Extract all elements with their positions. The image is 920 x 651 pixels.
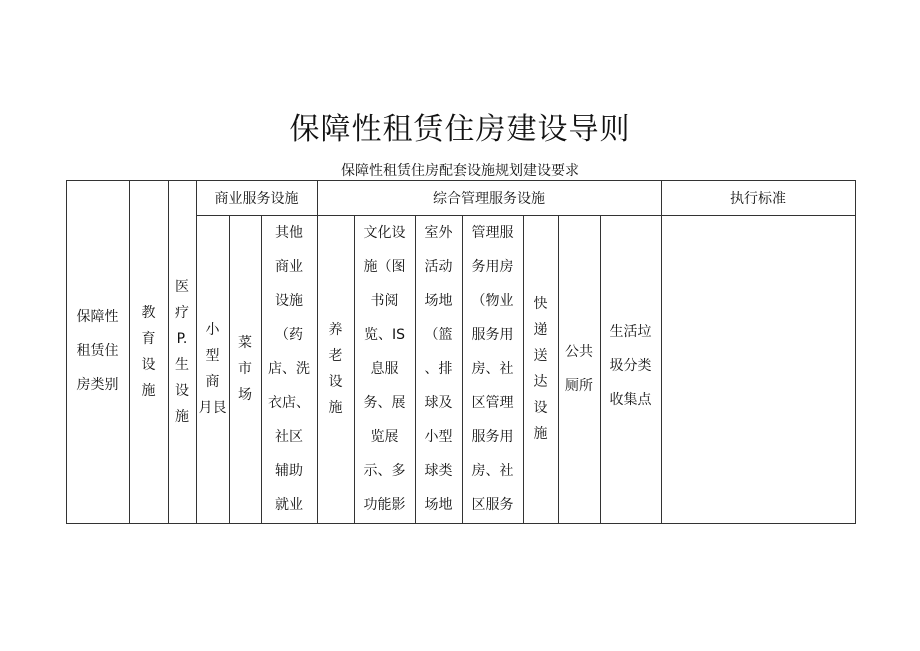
header-text-line: 功能影 <box>363 497 406 513</box>
header-culture <box>354 216 415 522</box>
header-text-line: 施（图 <box>363 259 406 275</box>
header-text-line: 圾分类 <box>609 358 652 374</box>
header-housing-type <box>66 300 129 410</box>
header-text-line: 社区 <box>275 429 303 445</box>
header-text-line: 月艮 <box>198 400 227 416</box>
header-text-line: 房、社 <box>471 463 514 479</box>
header-other-commercial <box>261 216 317 522</box>
header-text-line: 型 <box>205 348 220 364</box>
header-commercial-services: 商业服务设施 <box>214 190 299 207</box>
header-text-line: 区管理 <box>471 395 514 411</box>
header-text-line: 房、社 <box>471 361 514 377</box>
header-text-line: 养 <box>328 322 343 338</box>
header-text-line: 场地 <box>424 293 453 309</box>
header-text-line: （药 <box>275 327 303 343</box>
table-border-right <box>855 180 856 524</box>
header-text-line: 服务用 <box>471 327 514 343</box>
header-text-line: 快 <box>533 296 548 312</box>
header-text-line: 设 <box>141 357 156 373</box>
header-outdoor <box>415 216 462 522</box>
header-text-line: 公共 <box>565 344 593 360</box>
header-text-line: 览、IS <box>363 327 405 343</box>
header-text-line: 室外 <box>424 225 453 241</box>
header-text-line: 览展 <box>370 429 399 445</box>
header-text-line: 文化设 <box>363 225 406 241</box>
header-text-line: 设 <box>328 374 343 390</box>
header-text-line: 商业 <box>275 259 303 275</box>
header-text-line: 施 <box>533 426 548 442</box>
header-text-line: 房类别 <box>76 377 119 393</box>
header-text-line: 生 <box>175 357 189 373</box>
header-management-room <box>462 216 523 522</box>
header-text-line: 务用房 <box>471 259 514 275</box>
header-text-line: 厕所 <box>565 378 593 394</box>
header-text-line: 设 <box>533 400 548 416</box>
header-text-line: （物业 <box>471 293 514 309</box>
header-express-delivery <box>523 215 558 523</box>
header-text-line: 设施 <box>275 293 303 309</box>
header-text-line: 、排 <box>424 361 453 377</box>
header-text-line: 医 <box>175 279 189 295</box>
header-text-line: 送 <box>533 348 548 364</box>
header-text-line: 小型 <box>424 429 453 445</box>
header-market <box>229 215 261 523</box>
header-education <box>129 180 168 524</box>
header-text-line: 就业 <box>275 497 303 513</box>
header-text-line: 达 <box>533 374 548 390</box>
header-text-line: 其他 <box>275 225 303 241</box>
header-text-line: 保障性 <box>76 309 119 325</box>
header-management-services: 综合管理服务设施 <box>433 190 545 207</box>
header-text-line: 衣店、 <box>268 395 310 411</box>
header-text-line: 书阅 <box>370 293 399 309</box>
col-divider <box>661 180 662 524</box>
table-caption: 保障性租赁住房配套设施规划建设要求 <box>341 163 579 179</box>
header-text-line: 区服务 <box>471 497 514 513</box>
header-text-line: 菜 <box>238 335 252 351</box>
header-text-line: P. <box>176 331 188 347</box>
header-text-line: 活动 <box>424 259 453 275</box>
header-text-line: 递 <box>533 322 548 338</box>
header-text-line: 球类 <box>424 463 453 479</box>
header-small-shop <box>196 215 229 523</box>
header-text-line: 场 <box>238 387 252 403</box>
header-text-line: 租赁住 <box>76 343 119 359</box>
header-text-line: 育 <box>141 331 156 347</box>
header-text-line: 辅助 <box>275 463 303 479</box>
header-text-line: 施 <box>328 400 343 416</box>
header-text-line: 息服 <box>370 361 399 377</box>
header-text-line: 施 <box>175 409 189 425</box>
header-text-line: （篮 <box>424 327 453 343</box>
header-medical <box>168 180 196 524</box>
header-text-line: 商 <box>205 374 220 390</box>
header-text-line: 管理服 <box>471 225 514 241</box>
header-text-line: 教 <box>141 305 156 321</box>
header-text-line: 生活垃 <box>609 324 652 340</box>
header-text-line: 市 <box>238 361 252 377</box>
header-text-line: 场地 <box>424 497 453 513</box>
header-garbage-collection <box>600 315 661 425</box>
header-text-line: 收集点 <box>609 392 652 408</box>
header-text-line: 疗 <box>175 305 189 321</box>
header-text-line: 服务用 <box>471 429 514 445</box>
header-text-line: 球及 <box>424 395 453 411</box>
document-title: 保障性租赁住房建设导则 <box>289 112 631 147</box>
header-text-line: 施 <box>141 383 156 399</box>
header-text-line: 店、洗 <box>268 361 310 377</box>
header-text-line: 设 <box>175 383 189 399</box>
header-text-line: 示、多 <box>363 463 406 479</box>
header-elderly-care <box>317 215 354 523</box>
header-text-line: 小 <box>205 322 220 338</box>
header-standard: 执行标准 <box>730 190 786 207</box>
header-text-line: 务、展 <box>363 395 406 411</box>
header-text-line: 老 <box>328 348 343 364</box>
header-public-toilet <box>558 335 600 405</box>
